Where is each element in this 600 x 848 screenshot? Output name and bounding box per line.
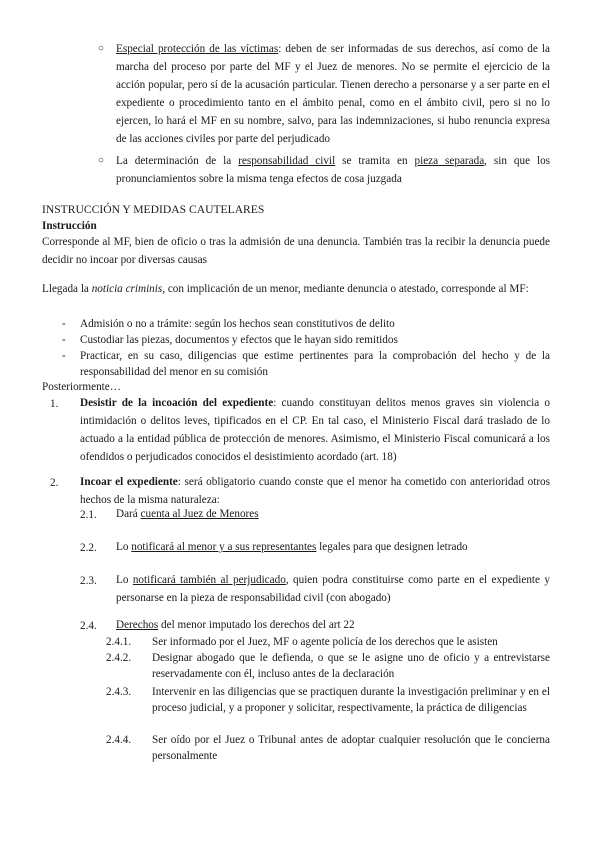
arrival-text-1: Llegada la <box>42 283 92 295</box>
sub22-text-2: legales para que designen letrado <box>316 541 468 553</box>
sub-title: Instrucción <box>42 220 97 232</box>
sub-item-2-4 <box>116 616 550 634</box>
sub-item-2-2 <box>116 538 550 556</box>
civil-text-1: La determinación de la <box>116 155 239 167</box>
victims-paragraph <box>116 40 550 148</box>
right-number: 2.4.3. <box>106 686 132 698</box>
right-number: 2.4.4. <box>106 734 132 746</box>
victims-text: : deben de ser informadas de sus derechos, así como de la marcha del proceso por parte del MF y el Juez de menores. No se permite el ejercicio de la acción popular, pero sí de la acusación particular. Tienen derecho a personarse y a ser parte en el expediente o procedimiento tanto en el ámbito penal, como en el ámbito civil, pero si no lo ejercen, lo hará el MF en su nombre, salvo, para las indemnizaciones, si hubo renuncia expresa de las acciones civiles por parte del perjudicado <box>116 43 550 145</box>
item-number: 1. <box>50 398 59 410</box>
sub23-text-2: , quien podra constituirse como parte en el expediente y personarse en la pieza de responsabilidad civil (con abogado) <box>116 574 550 604</box>
intro-paragraph: Corresponde al MF, bien de oficio o tras la admisión de una denuncia. También tras la recibir la denuncia puede decidir no incoar por diversas causas <box>42 236 550 266</box>
item-incoar-text: : será obligatorio cuando conste que el menor ha cometido con anterioridad otros hechos de la misma naturaleza: <box>80 476 550 506</box>
sub-number: 2.1. <box>80 509 97 521</box>
sub22-term: notificará al menor y a sus representantes <box>131 541 317 553</box>
sub-item-2-1 <box>116 505 550 523</box>
item-desist <box>80 394 550 466</box>
dash-bullet: - <box>62 334 66 346</box>
dash-bullet: - <box>62 350 66 362</box>
dash-item-1: Admisión o no a trámite: según los hechos sean constitutivos de delito <box>80 318 395 330</box>
section-title: INSTRUCCIÓN Y MEDIDAS CAUTELARES <box>42 203 265 216</box>
civil-paragraph <box>116 152 550 188</box>
item-desist-text: : cuando constituyan delitos menos graves sin violencia o intimidación o delitos leves, tipificados en el CP. En tal caso, el Ministerio Fiscal dará traslado de lo actuado a la entidad pública de protección de menores. Asimismo, el Ministerio Fiscal comunicará a los ofendidos o perjudicados conocidos el desistimiento acordado (art. 18) <box>80 397 550 463</box>
civil-term-1: responsabilidad civil <box>238 155 336 167</box>
victims-term: Especial protección de las víctimas <box>116 43 279 55</box>
right-item: Ser oído por el Juez o Tribunal antes de adoptar cualquier resolución que le concierna personalmente <box>152 734 550 762</box>
arrival-paragraph <box>42 280 550 298</box>
item-desist-title: Desistir de la incoación del expediente <box>80 397 274 409</box>
sub-number: 2.2. <box>80 542 97 554</box>
dash-item-2: Custodiar las piezas, documentos y efectos que le hayan sido remitidos <box>80 334 398 346</box>
sub23-term: notificará también al perjudicado <box>132 574 286 586</box>
sub24-term: Derechos <box>116 619 159 631</box>
right-number: 2.4.1. <box>106 636 132 648</box>
circle-bullet-icon: ○ <box>98 155 105 166</box>
arrival-italic: noticia criminis <box>91 283 163 295</box>
after-text: Posteriormente… <box>42 381 121 393</box>
sub21-term: cuenta al Juez de Menores <box>140 508 259 520</box>
sub23-text-1: Lo <box>116 574 133 586</box>
item-incoar-title: Incoar el expediente <box>80 476 178 488</box>
right-item: Intervenir en las diligencias que se practiquen durante la investigación preliminar y en el proceso judicial, y a proponer y solicitar, respectivamente, la práctica de diligencias <box>152 686 550 714</box>
dash-bullet: - <box>62 318 66 330</box>
sub21-text: Dará <box>116 508 141 520</box>
civil-text-3: , sin que los pronunciamientos sobre la misma tenga efectos de cosa juzgada <box>116 155 551 185</box>
circle-bullet-icon: ○ <box>98 43 105 54</box>
right-item: Ser informado por el Juez, MF o agente policía de los derechos que le asisten <box>152 636 498 648</box>
right-item: Designar abogado que le defienda, o que se le asigne uno de oficio y a entrevistarse reservadamente con él, incluso antes de la declaración <box>152 652 550 680</box>
right-number: 2.4.2. <box>106 652 132 664</box>
sub22-text-1: Lo <box>116 541 132 553</box>
dash-item-3: Practicar, en su caso, diligencias que estime pertinentes para la comprobación del hecho y de la responsabilidad del menor en su comisión <box>80 350 550 378</box>
sub-item-2-3 <box>116 571 550 607</box>
civil-text-2: se tramita en <box>335 155 415 167</box>
item-number: 2. <box>50 477 59 489</box>
sub24-text: del menor imputado los derechos del art 22 <box>158 619 355 631</box>
sub-number: 2.3. <box>80 575 97 587</box>
item-incoar <box>80 473 550 509</box>
arrival-text-2: , con implicación de un menor, mediante denuncia o atestado, corresponde al MF: <box>162 283 529 295</box>
sub-number: 2.4. <box>80 620 97 632</box>
civil-term-2: pieza separada <box>414 155 485 167</box>
